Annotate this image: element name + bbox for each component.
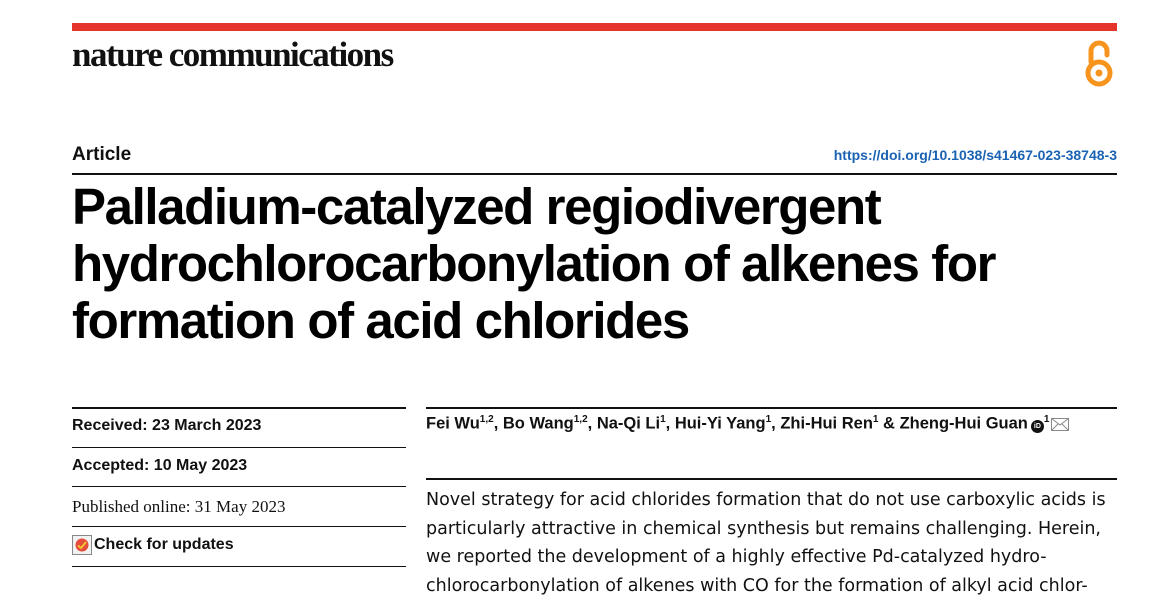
journal-name: nature communications [72, 35, 393, 75]
author-list [426, 414, 1069, 434]
author-separator: , [588, 415, 597, 433]
author-separator: , [666, 415, 675, 433]
author-separator: , [494, 415, 503, 433]
doi-link[interactable]: https://doi.org/10.1038/s41467-023-38748-3 [834, 147, 1117, 163]
abstract-line: chlorocarbonylation of alkenes with CO for the formation of alkyl acid chlor- [426, 572, 1116, 600]
authors-divider [426, 407, 1117, 409]
meta-divider [72, 566, 406, 567]
title-line: Palladium-catalyzed regiodivergent [72, 178, 880, 235]
title-divider [72, 173, 1117, 175]
author-name[interactable]: Fei Wu [426, 415, 480, 433]
check-updates-icon [72, 535, 92, 555]
author-affiliation: 1 [1044, 414, 1050, 425]
meta-divider [72, 447, 406, 448]
title-line: hydrochlorocarbonylation of alkenes for [72, 235, 995, 292]
author-affiliation: 1 [766, 414, 772, 425]
received-date: Received: 23 March 2023 [72, 417, 261, 435]
title-line: formation of acid chlorides [72, 292, 689, 349]
author-name[interactable]: Na-Qi Li [597, 415, 660, 433]
journal-accent-bar [72, 23, 1117, 31]
author-affiliation: 1 [873, 414, 879, 425]
author-affiliation: 1,2 [574, 414, 588, 425]
email-icon[interactable] [1051, 418, 1069, 431]
published-date: Published online: 31 May 2023 [72, 497, 285, 517]
author-name[interactable]: Hui-Yi Yang [675, 415, 766, 433]
meta-divider [72, 407, 406, 409]
accepted-date: Accepted: 10 May 2023 [72, 457, 247, 475]
abstract-line: Novel strategy for acid chlorides formation that do not use carboxylic acids is [426, 486, 1116, 515]
author-name[interactable]: Zhi-Hui Ren [780, 415, 873, 433]
meta-divider [72, 486, 406, 487]
author-separator: , [771, 415, 780, 433]
article-title [72, 178, 1122, 349]
author-affiliation: 1 [660, 414, 666, 425]
author-affiliation: 1,2 [480, 414, 494, 425]
abstract-line: we reported the development of a highly effective Pd-catalyzed hydro- [426, 543, 1116, 572]
author-separator: & [878, 415, 899, 433]
article-type-label: Article [72, 144, 131, 166]
abstract-text [426, 486, 1116, 600]
orcid-icon[interactable]: iD [1031, 420, 1044, 433]
author-name[interactable]: Zheng-Hui Guan [900, 415, 1028, 433]
check-updates-button[interactable] [72, 535, 234, 555]
open-access-icon [1082, 38, 1116, 88]
check-updates-label: Check for updates [94, 536, 234, 554]
abstract-divider [426, 478, 1117, 480]
meta-divider [72, 526, 406, 527]
abstract-line: particularly attractive in chemical synthesis but remains challenging. Herein, [426, 515, 1116, 544]
author-name[interactable]: Bo Wang [503, 415, 574, 433]
